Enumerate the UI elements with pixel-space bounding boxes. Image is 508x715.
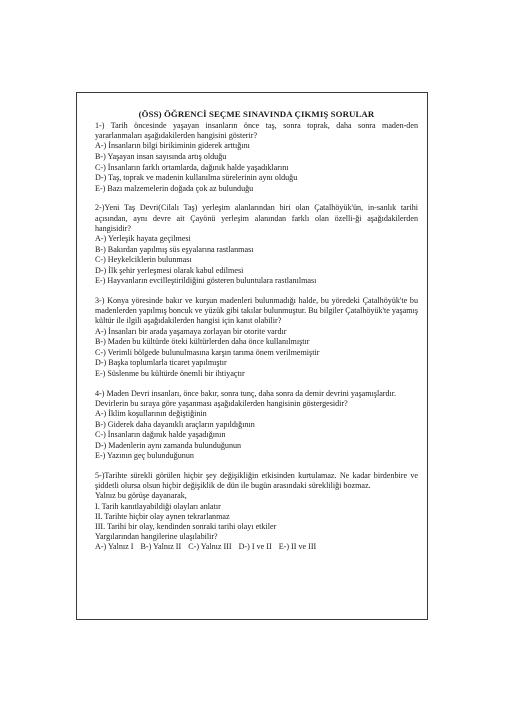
- option-a: A-) Yalnız I: [95, 542, 134, 552]
- option-c: C-) Yalnız III: [188, 542, 232, 552]
- option-e: E-) II ve III: [278, 542, 317, 552]
- option-a: A-) İnsanları bir arada yaşamaya zorlayan bir otorite vardır: [95, 326, 287, 336]
- question-stem: 5-)Tarihte sürekli görülen hiçbir şey değişikliğin etkisinden kurtulamaz. Ne kadar birdenbire ve şiddetli olursa olsun hiçbir değişiklik de dün ile bugün arasındaki sürekliliği bozmaz.: [95, 470, 418, 491]
- option-e: E-) Bazı malzemelerin doğada çok az bulunduğu: [95, 183, 254, 193]
- option-b: B-) Bakırdan yapılmış süs eşyalarına rastlanması: [95, 244, 254, 254]
- option-e: E-) Yazının geç bulunduğunun: [95, 451, 194, 461]
- statement-list: [95, 491, 418, 542]
- option-c: C-) İnsanların farklı ortamlarda, dağınık halde yaşadıklarını: [95, 162, 289, 172]
- question-1: [95, 121, 418, 194]
- question-5: [95, 471, 418, 553]
- option-c: C-) Verimli bölgede bulunulmasına karşın tarıma önem verilmemiştir: [95, 347, 320, 357]
- option-d: D-) I ve II: [238, 542, 272, 552]
- option-d: D-) Taş, toprak ve madenin kullanılma sürelerinin aynı olduğu: [95, 173, 298, 183]
- option-b: B-) Yalnız II: [140, 542, 182, 552]
- question-sheet: [76, 92, 428, 620]
- statement-question: Yargılarından hangilerine ulaşılabilir?: [95, 532, 218, 542]
- question-stem: 4-) Maden Devri insanları, önce bakır, sonra tunç, daha sonra da demir devrini yaşamışlardır.: [95, 388, 397, 398]
- option-d: D-) Başka toplumlarla ticaret yapılmıştır: [95, 358, 227, 368]
- option-c: C-) Heykelciklerin bulunması: [95, 255, 192, 265]
- option-d: D-) Madenlerin aynı zamanda bulunduğunun: [95, 440, 242, 450]
- option-c: C-) İnsanların dağınık halde yaşadığının: [95, 430, 226, 440]
- statement-iii: III. Tarihi bir olay, kendinden sonraki tarihi olayı etkiler: [95, 521, 277, 531]
- question-stem: 2-)Yeni Taş Devri(Cilalı Taş) yerleşim alanlarından biri olan Çatalhöyük'ün, in-sanlık tarihi açısından, aynı devre ait Çayönü yerleşim alanından farklı olan özelli-ği aşağıdakilerden hangisidir?: [95, 203, 418, 233]
- statement-intro: Yalnız bu görüşe dayanarak,: [95, 491, 187, 501]
- question-3: [95, 296, 418, 380]
- question-stem: 1-) Tarih öncesinde yaşayan insanların önce taş, sonra toprak, daha sonra maden-den yararlanmaları aşağıdakilerden hangisini gösterir?: [95, 121, 418, 141]
- question-2: [95, 203, 418, 287]
- option-b: B-) Yaşayan insan sayısında artış olduğu: [95, 152, 227, 161]
- option-e: E-) Süslenme bu kültürde önemli bir ihtiyaçtır: [95, 368, 245, 378]
- option-a: A-) İnsanların bilgi birikiminin giderek arttığını: [95, 141, 250, 151]
- option-e: E-) Hayvanların evcilleştirildiğini gösteren buluntulara rastlanılması: [95, 276, 317, 286]
- option-d: D-) İlk şehir yerleşmesi olarak kabul edilmesi: [95, 265, 244, 275]
- statement-i: I. Tarih kanıtlayabildiği olayları anlatır: [95, 501, 221, 511]
- question-stem: 3-) Konya yöresinde bakır ve kurşun madenleri bulunmadığı halde, bu yöredeki Çatalhöyük'te bu madenlerden yapılmış boncuk ve yüzük gibi takılar bulunmuştur. Bu bilgiler Çatalhöyük'te yaşamış kültür ile ilgili aşağıdakilerden hangisi için kanıt olabilir?: [95, 295, 418, 326]
- option-a: A-) Yerleşik hayata geçilmesi: [95, 233, 191, 243]
- inline-options: [95, 542, 418, 553]
- statement-ii: II. Tarihte hiçbir olay aynen tekrarlanmaz: [95, 511, 230, 521]
- option-a: A-) İklim koşullarının değiştiğinin: [95, 408, 207, 418]
- page-title: (ÖSS) ÖĞRENCİ SEÇME SINAVINDA ÇIKMIŞ SORULAR: [138, 109, 375, 119]
- option-b: B-) Giderek daha dayanıklı araçların yapıldığının: [95, 419, 255, 429]
- option-b: B-) Maden bu kültürde öteki kültürlerden daha önce kullanılmıştır: [95, 337, 310, 347]
- question-4: [95, 389, 418, 462]
- question-prompt: Devirlerin bu sıraya göre yaşanması aşağıdakilerden hangisinin göstergesidir?: [95, 398, 348, 408]
